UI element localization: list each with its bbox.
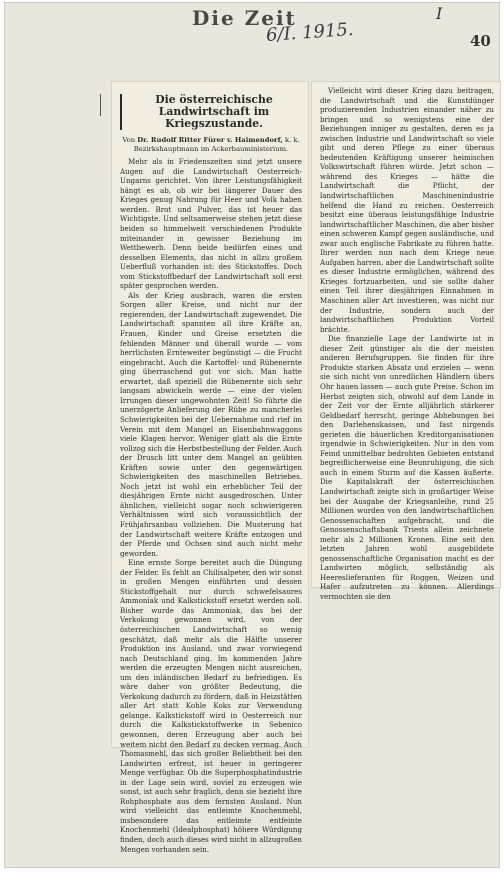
page-number: 40	[470, 32, 491, 50]
article-paragraph: Als der Krieg ausbrach, waren die ersten Sorgen aller Kreise, und nicht nur der regierenden, der Landwirtschaft zugewendet. Die Landwirtschaft spannten all ihre Kräfte an, Frauen, Kinder und Greise ersetzten die fehlenden Männer und überall wurde — vom herrlichsten Ernteweiter begünstigt — die Frucht eingebracht. Auch die Kartoffel- und Rübenernte ging überraschend gut vor sich. Man hatte erwartet, daß speziell die Rübenernte sich sehr langsam abwickeln werde — eine der vielen Irrungen dieser ungewohnten Zeit! So führte die unerzögerte Anlieferung der Rübe zu mancherlei Schwierigkeiten bei der Uebernahme und rief im Verein mit dem Mangel an Eisenbahnwaggons viele Klagen hervor. Weniger glatt als die Ernte vollzog sich die Herbstbestellung der Felder. Auch der Drusch litt unter dem Mangel an geübten Kräften sowie unter den gegenwärtigen Schwierigkeiten des maschinellen Betriebes. Noch jetzt ist wohl ein erheblicher Teil der diesjährigen Ernte nicht ausgedroschen. Unter ähnlichen, vielleicht sogar noch schwierigeren Verhältnissen wird sich voraussichtlich der Frühjahrsanbau vollziehen. Die Musterung hat der Landwirtschaft weitere Kräfte entzogen und der Pferde und Ochsen sind auch nicht mehr geworden.	[120, 290, 302, 558]
article-paragraph: Mehr als in Friedenszeiten sind jetzt unsere Augen auf die Landwirtschaft Oesterreich-Ungarns gerichtet. Von ihrer Leistungsfähigkeit hängt es ab, ob wir bei längerer Dauer des Krieges genug Nahrung für Heer und Volk haben werden. Brot und Pulver, das ist heuer das Wichtigste. Und seltsamerweise stehen jetzt diese beiden so himmelweit verschiedenen Produkte miteinander in gewisser Beziehung im Wettbewerb. Denn beide bedürfen eines und desselben Elements, das nicht in allzu großem Ueberfluß vorhanden ist: des Stickstoffes. Doch vom Stickstoffbedarf der Landwirtschaft soll erst später gesprochen werden.	[120, 157, 302, 291]
newspaper-masthead: Die Zeit	[192, 6, 297, 30]
byline-author: Dr. Rudolf Ritter Fürer v. Haimendorf,	[137, 136, 283, 144]
article-paragraph: Vielleicht wird dieser Krieg dazu beitragen, die Landwirtschaft und die Kunstdünger produzierenden Industrien einander näher zu bringen und so wenigstens eine der Beziehungen inniger zu gestalten, deren es ja zwischen Industrie und Landwirtschaft so viele gibt und deren Pflege zu einer überaus bedeutenden Kräftigung unserer heimischen Volkswirtschaft führen würde. Jetzt schon — während des Krieges — hätte die Landwirtschaft die Pflicht, der landwirtschaftlichen Maschinenindustrie helfend die Hand zu reichen. Oesterreich besitzt eine überaus leistungsfähige Industrie landwirtschaftlicher Maschinen, die aber bisher einen schweren Kampf gegen ausländische, und zwar auch englische Fabrikate zu führen hatte. Ihrer werden nun nach dem Kriege neue Aufgaben harren, aber die Landwirtschaft sollte es dieser Industrie ermöglichen, während des Krieges fortzuarbeiten, und sie sollte daher einen Teil ihrer diesjährigen Einnahmen in Maschinen aller Art investieren, was nicht nur der Industrie, sondern auch der landwirtschaftlichen Produktion Vorteil brächte.	[320, 86, 494, 334]
byline-position: k. k. Bezirkshauptmann im Ackerbauministerium.	[133, 136, 300, 153]
archive-sheet	[4, 2, 500, 868]
article-paragraph: Die finanzielle Lage der Landwirte ist in dieser Zeit günstiger als die der meisten anderen Berufsgruppen. Sie finden für ihre Produkte starken Absatz und erzielen — wenn sie sich nicht von unredlichen Händlern übers Ohr hauen lassen — auch gute Preise. Schon im Herbst zeigten sich, obwohl auf dem Lande in der Zeit vor der Ernte alljährlich stärkerer Geldbedarf herrscht, geringe Abhebungen bei den Darlehenskassen, und fast nirgends gerieten die bäuerlichen Kreditorganisationen irgendwie in Schwierigkeiten. Nur in den vom Feind unmittelbar bedrohten Gebieten entstand begreiflicherweise eine Beunruhigung, die sich auch in einem Sturm auf die Kassen äußerte. Die Kapitalskraft der österreichischen Landwirtschaft zeigte sich in großartiger Weise bei der Ausgabe der Kriegsanleihe, rund 25 Millionen wurden von den landwirtschaftlichen Genossenschaften aufgebracht, und die Genossenschaftsbank Triests allein zeichnete mehr als 2 Millionen Kronen. Eine seit den letzten Jahren wohl ausgebildete genossenschaftliche Organisation macht es der Landwirten möglich, selbständig als Heereslieferanten für Roggen, Weizen und Hafer aufzutreten zu können. Allerdings vermochten sie den	[320, 334, 494, 601]
clipping-left-column	[112, 82, 308, 854]
byline-prefix: Von	[122, 136, 136, 144]
article-paragraph: Eine ernste Sorge bereitet auch die Düngung der Felder. Es fehlt an Chilisalpeter, den wir sonst in großen Mengen einführten und dessen Stickstoffgehalt nur durch schwefelsaures Ammoniak und Kalkstickstoff ersetzt werden soll. Bisher wurde das Ammoniak, das bei der Verkokung gewonnen wird, von der österreichischen Landwirtschaft so wenig geschätzt, daß mehr als die Hälfte unserer Produktion ins Ausland, und zwar vorwiegend nach Deutschland ging. Im kommenden Jahre werden die erzeugten Mengen nicht ausreichen, um den inländischen Bedarf zu befriedigen. Es wäre daher von größter Bedeutung, die Verkokung dadurch zu fördern, daß in Heizstätten aller Art statt Kohle Koks zur Verwendung gelange. Kalkstickstoff wird in Oesterreich nur durch die Kalkstickstoffwerke in Sebenico gewonnen, deren Erzeugung aber auch bei weitem nicht den Bedarf zu decken vermag. Auch Thomasmehl, das sich großer Beliebtheit bei den Landwirten erfreut, ist heuer in geringerer Menge verfügbar. Ob die Superphosphatindustrie in der Lage sein wird, soviel zu erzeugen wie sonst, ist auch sehr fraglich, denn sie bezieht ihre Rohphosphate aus dem fernsten Ausland. Nun wird vielleicht das entleimte Knochenmehl, insbesondere das entleimte entfeinte Knochenmehl (Idealphosphat) höhere Würdigung finden, doch auch dieses wird nicht in allzugroßen Mengen vorhanden sein.	[120, 558, 302, 854]
clipping-right-column	[312, 82, 500, 601]
margin-mark	[100, 94, 111, 116]
handwritten-date: 6/I. 1915.	[265, 18, 355, 47]
article-byline	[120, 136, 302, 153]
handwritten-number: I	[436, 4, 443, 23]
article-title: Die österreichische Landwirtschaft im Kriegszustande.	[120, 94, 302, 130]
